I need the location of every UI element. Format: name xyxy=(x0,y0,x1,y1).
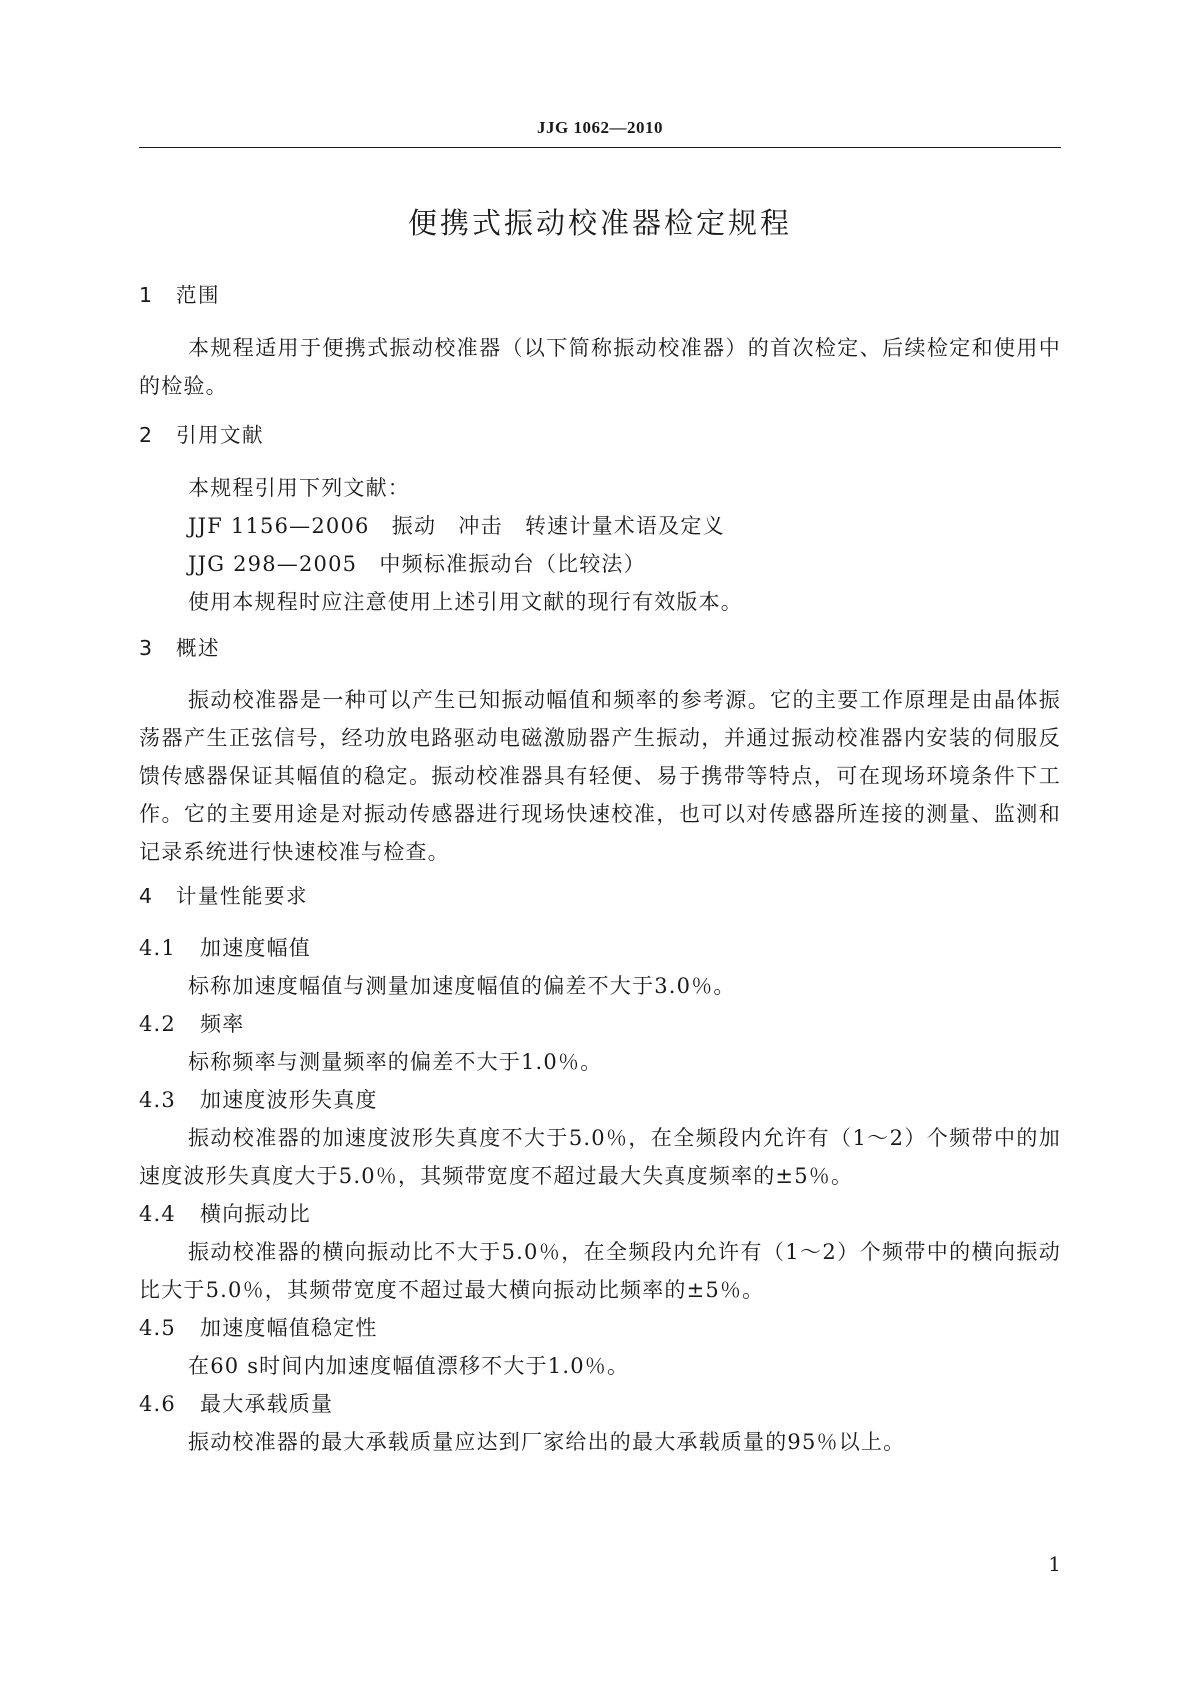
section-title: 概述 xyxy=(176,636,220,660)
overview-paragraph: 振动校准器是一种可以产生已知振动幅值和频率的参考源。它的主要工作原理是由晶体振荡器产生正弦信号，经功放电路驱动电磁激励器产生振动，并通过振动校准器内安装的伺服反馈传感器保证其幅值的稳定。振动校准器具有轻便、易于携带等特点，可在现场环境条件下工作。它的主要用途是对振动传感器进行现场快速校准，也可以对传感器所连接的测量、监测和记录系统进行快速校准与检查。 xyxy=(139,688,1061,864)
section-heading-metrology-requirements xyxy=(139,877,1061,915)
subsection-title: 频率 xyxy=(200,1012,245,1036)
section-number: 3 xyxy=(139,636,154,660)
subsection-title: 加速度幅值 xyxy=(200,936,311,960)
section-title: 引用文献 xyxy=(176,423,264,447)
section-heading-scope xyxy=(139,276,1061,314)
subsection-number: 4.6 xyxy=(139,1392,176,1416)
subsection-title: 横向振动比 xyxy=(200,1202,311,1226)
references-list xyxy=(139,469,1061,621)
subsection-title: 加速度幅值稳定性 xyxy=(200,1316,378,1340)
page-number: 1 xyxy=(1048,1552,1061,1576)
references-intro: 本规程引用下列文献： xyxy=(188,476,410,500)
section-title: 计量性能要求 xyxy=(176,884,308,908)
subsection-text: 标称加速度幅值与测量加速度幅值的偏差不大于3.0％。 xyxy=(188,974,736,998)
subsection-text: 在60 s时间内加速度幅值漂移不大于1.0％。 xyxy=(188,1354,630,1378)
scope-paragraph: 本规程适用于便携式振动校准器（以下简称振动校准器）的首次检定、后续检定和使用中的检验。 xyxy=(139,336,1061,398)
document-code-header: JJG 1062—2010 xyxy=(537,118,663,137)
subsection-text: 标称频率与测量频率的偏差不大于1.0％。 xyxy=(188,1050,603,1074)
subsection-heading xyxy=(139,929,1061,967)
subsection-number: 4.5 xyxy=(139,1316,176,1340)
section-title: 范围 xyxy=(176,283,220,307)
reference-item: JJF 1156—2006 振动 冲击 转速计量术语及定义 xyxy=(188,514,725,538)
section-number: 1 xyxy=(139,283,154,307)
page-title: 便携式振动校准器检定规程 xyxy=(407,206,792,240)
section-number: 4 xyxy=(139,884,154,908)
subsection-number: 4.1 xyxy=(139,936,176,960)
reference-item: JJG 298—2005 中频标准振动台（比较法） xyxy=(188,552,646,576)
subsection-heading xyxy=(139,1385,1061,1423)
references-note: 使用本规程时应注意使用上述引用文献的现行有效版本。 xyxy=(188,590,743,614)
subsection-heading xyxy=(139,1195,1061,1233)
subsection-title: 最大承载质量 xyxy=(200,1392,334,1416)
section-number: 2 xyxy=(139,423,154,447)
subsection-heading xyxy=(139,1005,1061,1043)
subsection-text: 振动校准器的横向振动比不大于5.0％，在全频段内允许有（1～2）个频带中的横向振动比大于5.0％，其频带宽度不超过最大横向振动比频率的±5％。 xyxy=(139,1240,1061,1302)
subsection-text: 振动校准器的最大承载质量应达到厂家给出的最大承载质量的95％以上。 xyxy=(188,1430,906,1454)
section-heading-references xyxy=(139,416,1061,454)
requirements-list xyxy=(139,929,1061,1461)
header-divider xyxy=(139,147,1061,148)
subsection-number: 4.4 xyxy=(139,1202,176,1226)
subsection-number: 4.2 xyxy=(139,1012,176,1036)
subsection-heading xyxy=(139,1309,1061,1347)
subsection-number: 4.3 xyxy=(139,1088,176,1112)
section-heading-overview xyxy=(139,629,1061,667)
subsection-text: 振动校准器的加速度波形失真度不大于5.0％，在全频段内允许有（1～2）个频带中的加速度波形失真度大于5.0％，其频带宽度不超过最大失真度频率的±5％。 xyxy=(139,1126,1061,1188)
subsection-title: 加速度波形失真度 xyxy=(200,1088,378,1112)
subsection-heading xyxy=(139,1081,1061,1119)
